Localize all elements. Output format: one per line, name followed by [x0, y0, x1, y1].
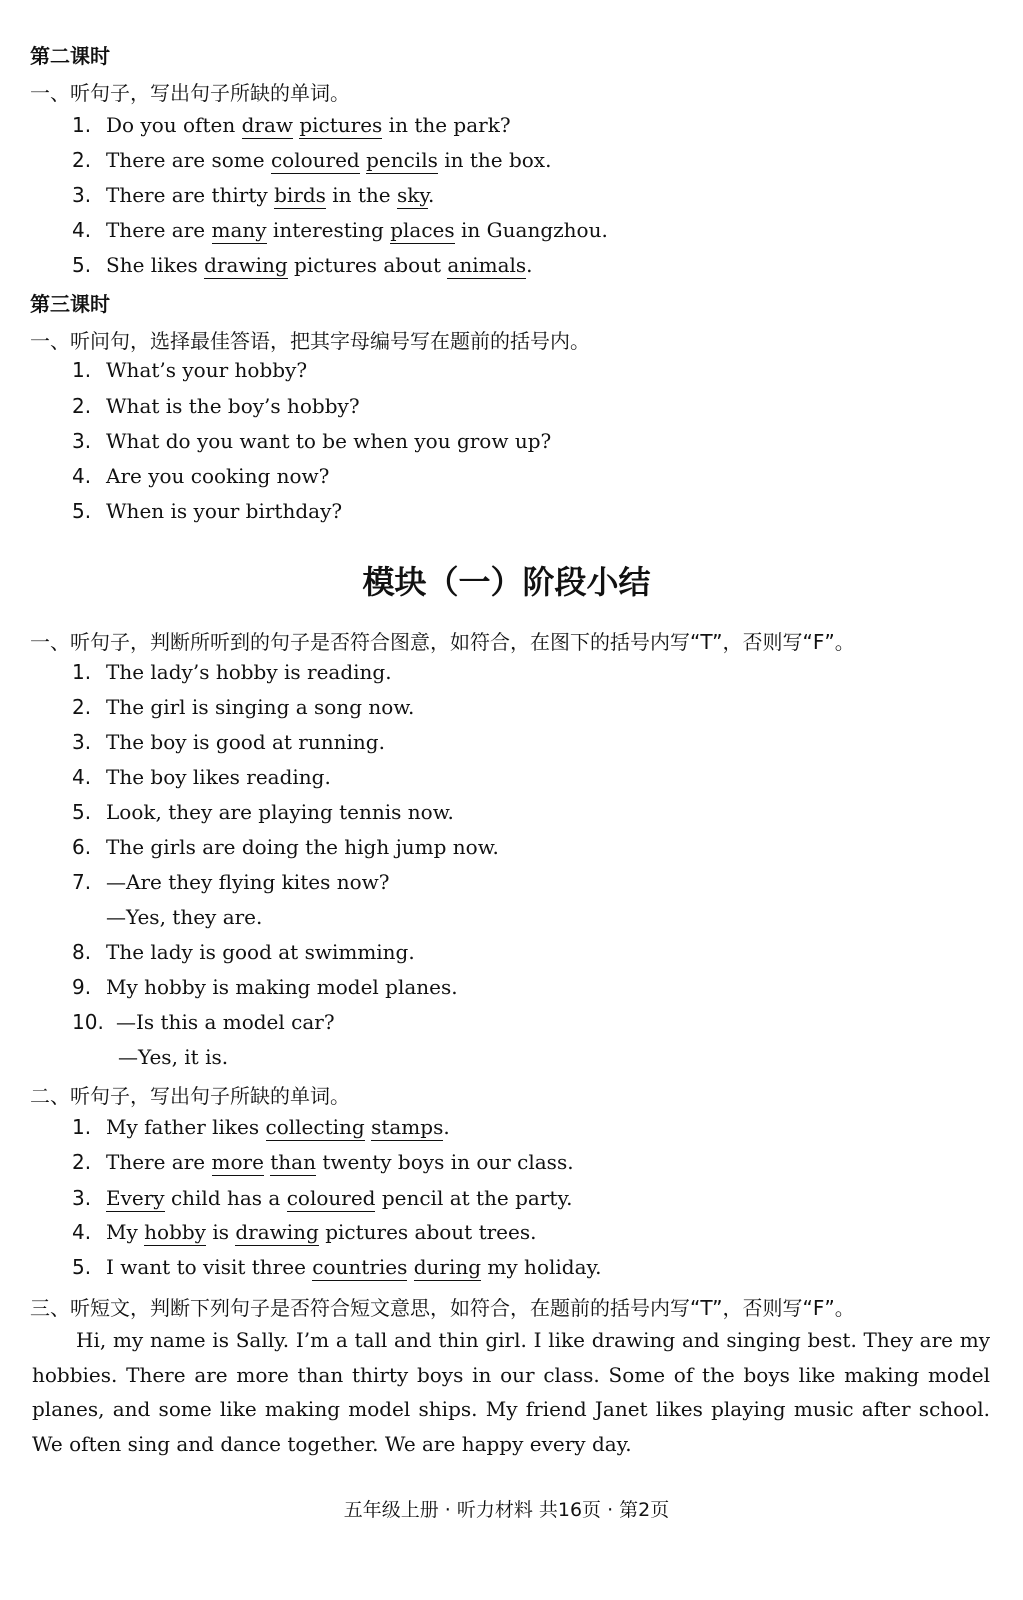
answer-word: places [390, 218, 455, 242]
list-item: 7. —Are they flying kites now? [72, 870, 390, 894]
answer-word: pictures [299, 113, 383, 137]
item-number: 6. [72, 835, 92, 859]
answer-word: Every [106, 1186, 165, 1210]
item-number: 5. [72, 1255, 92, 1279]
module-title: 模块（一）阶段小结 [362, 563, 651, 601]
item-number: 3. [72, 730, 92, 754]
answer-word: more [211, 1150, 264, 1174]
item-number: 1. [72, 113, 92, 137]
item-number: 7. [72, 870, 92, 894]
list-item: 2. The girl is singing a song now. [72, 695, 415, 719]
item-number: 2. [72, 1150, 92, 1174]
lesson3-q1-instruction: 一、听问句，选择最佳答语，把其字母编号写在题前的括号内。 [30, 329, 590, 353]
answer-word: animals [447, 253, 527, 277]
list-item: 4. Are you cooking now? [72, 464, 330, 488]
item-number: 3. [72, 183, 92, 207]
list-item: 1. My father likes collecting stamps. [72, 1115, 450, 1139]
answer-word: during [413, 1255, 482, 1279]
answer-word: coloured [286, 1186, 376, 1210]
item-number: 3. [72, 429, 92, 453]
item-number: 2. [72, 148, 92, 172]
item-number: 5. [72, 253, 92, 277]
list-item: 9. My hobby is making model planes. [72, 975, 458, 999]
module-q1-instruction: 一、听句子，判断所听到的句子是否符合图意，如符合，在图下的括号内写“T”，否则写“F”。 [30, 630, 855, 654]
list-item: 5. She likes drawing pictures about animals. [72, 253, 533, 277]
list-item: 4. There are many interesting places in Guangzhou. [72, 218, 608, 242]
answer-word: countries [312, 1255, 408, 1279]
answer-word: draw [241, 113, 293, 137]
list-item: 3. Every child has a coloured pencil at the party. [72, 1186, 573, 1210]
answer-word: birds [274, 183, 326, 207]
list-item: 5. When is your birthday? [72, 499, 343, 523]
item-number: 5. [72, 800, 92, 824]
page-footer: 五年级上册 · 听力材料 共16页 · 第2页 [343, 1499, 670, 1521]
list-item: 6. The girls are doing the high jump now. [72, 835, 499, 859]
answer-word: pencils [366, 148, 438, 172]
dialogue-reply: —Yes, they are. [106, 905, 263, 929]
list-item: 4. The boy likes reading. [72, 765, 331, 789]
list-item: 5. I want to visit three countries during my holiday. [72, 1255, 602, 1279]
item-number: 4. [72, 765, 92, 789]
answer-word: sky [397, 183, 429, 207]
answer-word: drawing [235, 1220, 319, 1244]
answer-word: drawing [204, 253, 288, 277]
module-q3-instruction: 三、听短文，判断下列句子是否符合短文意思，如符合，在题前的括号内写“T”，否则写“F”。 [30, 1296, 855, 1320]
list-item: 2. What is the boy’s hobby? [72, 394, 360, 418]
item-number: 4. [72, 218, 92, 242]
listening-passage: Hi, my name is Sally. I’m a tall and thin girl. I like drawing and singing best. They are my hobbies. There are more than thirty boys in our class. Some of the boys like making model planes, and some like making model ships. My friend Janet likes playing music after school. We often sing and dance together. We are happy every day. [32, 1328, 990, 1456]
list-item: 3. The boy is good at running. [72, 730, 385, 754]
lesson3-heading: 第三课时 [30, 292, 110, 316]
item-number: 4. [72, 464, 92, 488]
answer-word: than [270, 1150, 316, 1174]
answer-word: many [211, 218, 267, 242]
list-item: 1. Do you often draw pictures in the park? [72, 113, 511, 137]
lesson2-heading: 第二课时 [30, 44, 110, 68]
answer-word: coloured [270, 148, 360, 172]
list-item: 3. What do you want to be when you grow up? [72, 429, 552, 453]
item-number: 1. [72, 358, 92, 382]
item-number: 9. [72, 975, 92, 999]
list-item: 1. What’s your hobby? [72, 358, 308, 382]
item-number: 5. [72, 499, 92, 523]
list-item: 5. Look, they are playing tennis now. [72, 800, 454, 824]
item-number: 3. [72, 1186, 92, 1210]
item-number: 10. [72, 1010, 104, 1034]
item-number: 2. [72, 394, 92, 418]
list-item: 3. There are thirty birds in the sky. [72, 183, 435, 207]
answer-word: collecting [265, 1115, 365, 1139]
item-number: 1. [72, 1115, 92, 1139]
list-item: 4. My hobby is drawing pictures about trees. [72, 1220, 537, 1244]
dialogue-reply: —Yes, it is. [118, 1045, 229, 1069]
module-q2-instruction: 二、听句子，写出句子所缺的单词。 [30, 1084, 350, 1108]
answer-word: hobby [144, 1220, 206, 1244]
list-item: 8. The lady is good at swimming. [72, 940, 415, 964]
lesson2-q1-instruction: 一、听句子，写出句子所缺的单词。 [30, 81, 350, 105]
item-number: 8. [72, 940, 92, 964]
list-item: 2. There are some coloured pencils in the box. [72, 148, 552, 172]
item-number: 1. [72, 660, 92, 684]
list-item: 10. —Is this a model car? [72, 1010, 335, 1034]
item-number: 2. [72, 695, 92, 719]
list-item: 2. There are more than twenty boys in our class. [72, 1150, 574, 1174]
item-number: 4. [72, 1220, 92, 1244]
list-item: 1. The lady’s hobby is reading. [72, 660, 392, 684]
answer-word: stamps [371, 1115, 444, 1139]
